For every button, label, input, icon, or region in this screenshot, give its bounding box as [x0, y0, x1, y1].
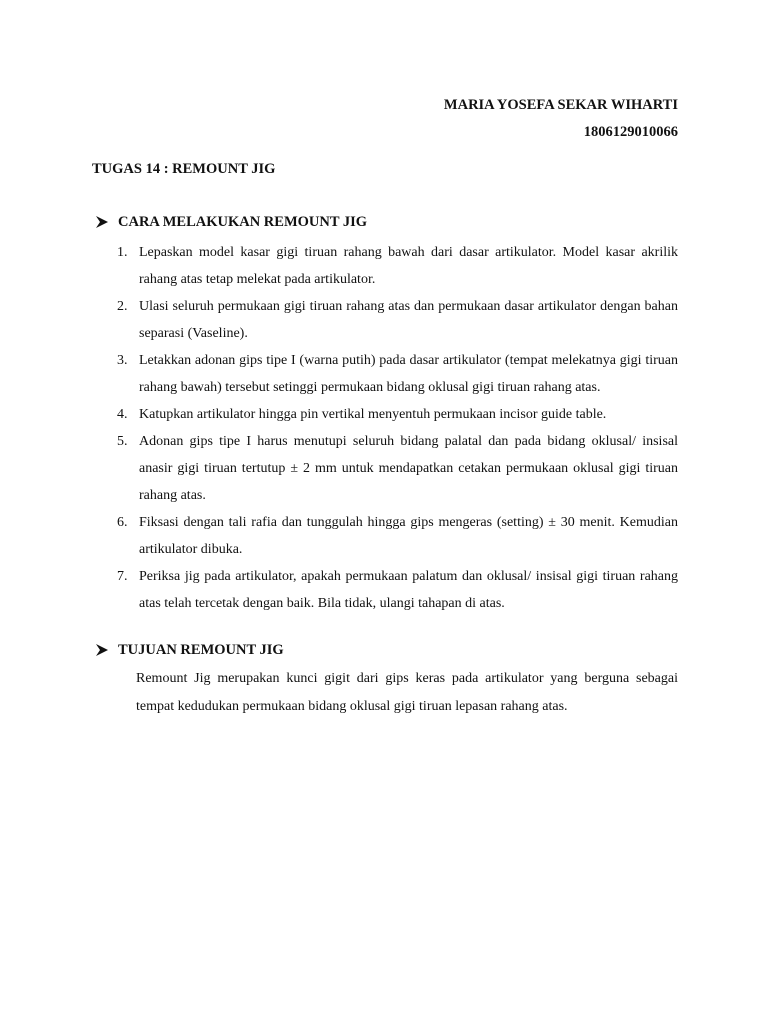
- step-number: 2.: [117, 299, 128, 314]
- arrowhead-bullet-icon: [95, 215, 109, 229]
- step-text: Lepaskan model kasar gigi tiruan rahang bawah dari dasar artikulator. Model kasar akrilik rahang atas tetap melekat pada artikulator.: [139, 245, 678, 287]
- list-item: [92, 239, 678, 293]
- purpose-paragraph: Remount Jig merupakan kunci gigit dari gips keras pada artikulator yang berguna sebagai tempat kedudukan permukaan bidang oklusal gigi tiruan lepasan rahang atas.: [136, 671, 678, 714]
- step-text: Letakkan adonan gips tipe I (warna putih) pada dasar artikulator (tempat melekatnya gigi tiruan rahang bawah) tersebut setinggi permukaan bidang oklusal gigi tiruan rahang atas.: [139, 353, 678, 395]
- step-text: Fiksasi dengan tali rafia dan tunggulah hingga gips mengeras (setting) ± 30 menit. Kemudian artikulator dibuka.: [139, 515, 678, 557]
- steps-list: [92, 239, 678, 617]
- step-text: Adonan gips tipe I harus menutupi seluruh bidang palatal dan pada bidang oklusal/ insisal anasir gigi tiruan tertutup ± 2 mm untuk mendapatkan cetakan permukaan oklusal gigi tiruan rahang atas.: [139, 434, 678, 503]
- task-title: TUGAS 14 : REMOUNT JIG: [92, 161, 276, 177]
- list-item: [92, 563, 678, 617]
- step-number: 6.: [117, 515, 128, 530]
- step-number: 3.: [117, 353, 128, 368]
- list-item: [92, 293, 678, 347]
- step-number: 7.: [117, 569, 128, 584]
- section-procedure: [92, 210, 678, 617]
- step-number: 5.: [117, 434, 128, 449]
- list-item: [92, 509, 678, 563]
- author-name: MARIA YOSEFA SEKAR WIHARTI: [443, 97, 678, 113]
- section-purpose: [92, 638, 678, 720]
- list-item: [92, 401, 678, 428]
- arrowhead-bullet-icon: [95, 643, 109, 657]
- student-id: 1806129010066: [583, 124, 678, 140]
- section-heading-text: CARA MELAKUKAN REMOUNT JIG: [118, 214, 368, 230]
- section-heading: [92, 638, 678, 662]
- section-heading-text: TUJUAN REMOUNT JIG: [118, 642, 284, 658]
- author-block: [444, 92, 678, 146]
- list-item: [92, 347, 678, 401]
- step-number: 4.: [117, 407, 128, 422]
- step-text: Periksa jig pada artikulator, apakah permukaan palatum dan oklusal/ insisal gigi tiruan rahang atas telah tercetak dengan baik. Bila tidak, ulangi tahapan di atas.: [139, 569, 678, 611]
- step-text: Ulasi seluruh permukaan gigi tiruan rahang atas dan permukaan dasar artikulator dengan bahan separasi (Vaseline).: [139, 299, 678, 341]
- step-text: Katupkan artikulator hingga pin vertikal menyentuh permukaan incisor guide table.: [139, 407, 607, 422]
- section-heading: [92, 210, 678, 234]
- step-number: 1.: [117, 245, 128, 260]
- list-item: [92, 428, 678, 509]
